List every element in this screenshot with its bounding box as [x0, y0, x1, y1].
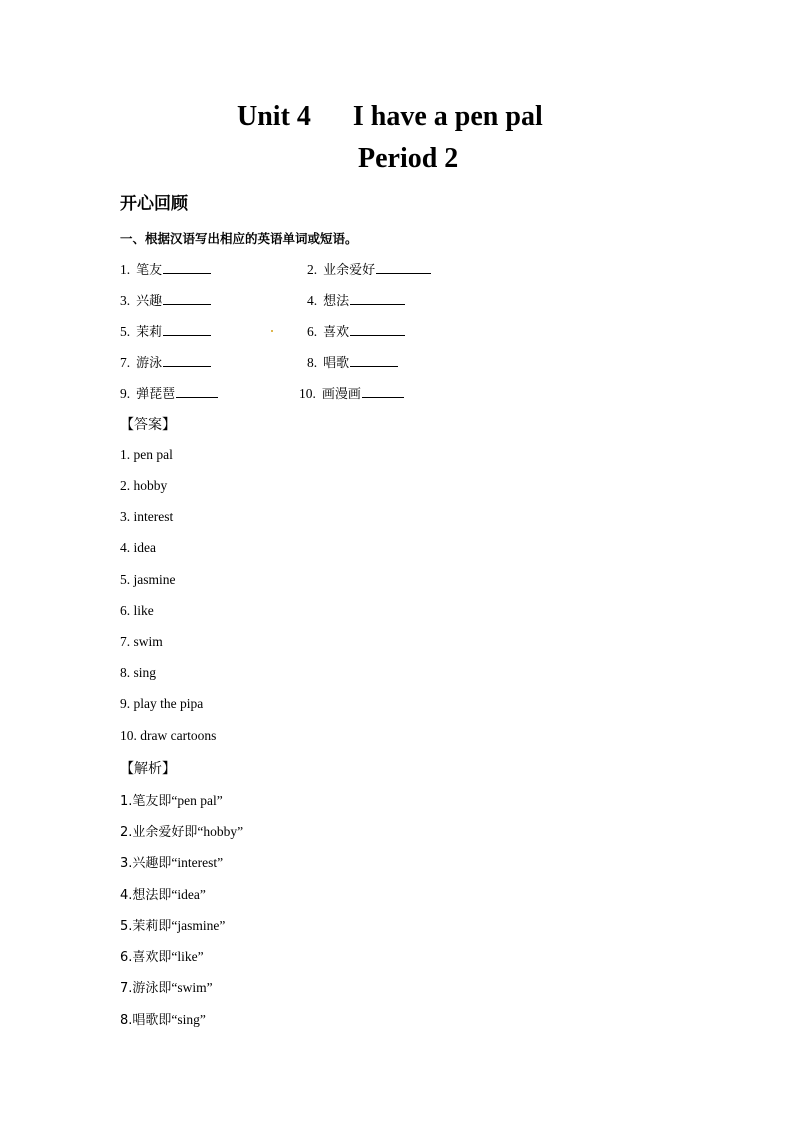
answer-item: 3. interest [120, 509, 174, 524]
explanation-cn: 5.茉莉即 [120, 919, 172, 934]
answer-blank [376, 260, 431, 274]
instruction: 一、根据汉语写出相应的英语单词或短语。 [120, 231, 358, 246]
explanation-en: “interest” [171, 855, 224, 870]
question-4 [307, 291, 405, 311]
question-number: 8. [307, 355, 318, 370]
explanation-en: “pen pal” [171, 793, 223, 808]
answer-blank [163, 353, 211, 367]
explanation-item [120, 1009, 206, 1028]
explanation-cn: 3.兴趣即 [120, 856, 172, 871]
question-number: 4. [307, 293, 318, 308]
question-10 [299, 384, 404, 404]
answer-blank [176, 384, 218, 398]
answer-item: 7. swim [120, 634, 163, 649]
answer-label: 【答案】 [120, 417, 176, 433]
explanation-en: “like” [171, 949, 204, 964]
explanation-cn: 2.业余爱好即 [120, 825, 198, 840]
title-period: Period 2 [358, 143, 459, 174]
answer-item: 4. idea [120, 540, 156, 555]
question-text: 画漫画 [321, 387, 361, 402]
stray-dot [271, 330, 273, 332]
explanation-en: “jasmine” [171, 918, 226, 933]
answer-blank [163, 291, 211, 305]
question-number: 1. [120, 262, 131, 277]
explanation-item [120, 821, 243, 840]
answer-item: 8. sing [120, 665, 157, 680]
question-text: 笔友 [136, 263, 163, 278]
question-6 [307, 322, 405, 342]
answer-blank [350, 291, 405, 305]
question-9 [120, 384, 218, 404]
question-number: 2. [307, 262, 318, 277]
question-number: 5. [120, 324, 131, 339]
answer-item: 1. pen pal [120, 447, 173, 462]
question-3 [120, 291, 211, 311]
question-text: 游泳 [136, 356, 163, 371]
explanation-item [120, 790, 223, 809]
question-1 [120, 260, 211, 280]
explanation-cn: 8.唱歌即 [120, 1013, 172, 1028]
explanation-cn: 4.想法即 [120, 888, 172, 903]
explanation-cn: 1.笔友即 [120, 794, 172, 809]
explanation-en: “idea” [171, 887, 206, 902]
answer-blank [163, 260, 211, 274]
explanation-en: “swim” [171, 980, 213, 995]
question-number: 7. [120, 355, 131, 370]
explanation-item [120, 915, 225, 934]
answer-blank [163, 322, 211, 336]
answer-item: 10. draw cartoons [120, 728, 217, 743]
section-heading: 开心回顾 [120, 194, 188, 214]
answer-blank [350, 353, 398, 367]
question-number: 3. [120, 293, 131, 308]
question-text: 业余爱好 [323, 263, 376, 278]
question-text: 唱歌 [323, 356, 350, 371]
question-number: 9. [120, 386, 131, 401]
explanation-item [120, 946, 204, 965]
question-8 [307, 353, 398, 373]
explanation-en: “hobby” [197, 824, 244, 839]
explanation-item [120, 884, 206, 903]
explanation-label: 【解析】 [120, 761, 176, 777]
answer-item: 2. hobby [120, 478, 168, 493]
answer-blank [362, 384, 404, 398]
question-7 [120, 353, 211, 373]
question-text: 想法 [323, 294, 350, 309]
title-unit: Unit 4 I have a pen pal [237, 101, 543, 132]
question-text: 茉莉 [136, 325, 163, 340]
explanation-en: “sing” [171, 1012, 206, 1027]
explanation-cn: 6.喜欢即 [120, 950, 172, 965]
answer-blank [350, 322, 405, 336]
answer-item: 5. jasmine [120, 572, 176, 587]
answer-item: 6. like [120, 603, 154, 618]
question-number: 10. [299, 386, 316, 401]
question-text: 弹琵琶 [136, 387, 176, 402]
question-text: 喜欢 [323, 325, 350, 340]
question-2 [307, 260, 431, 280]
question-5 [120, 322, 211, 342]
answer-item: 9. play the pipa [120, 696, 204, 711]
question-number: 6. [307, 324, 318, 339]
explanation-item [120, 852, 223, 871]
explanation-cn: 7.游泳即 [120, 981, 172, 996]
question-text: 兴趣 [136, 294, 163, 309]
explanation-item [120, 977, 213, 996]
